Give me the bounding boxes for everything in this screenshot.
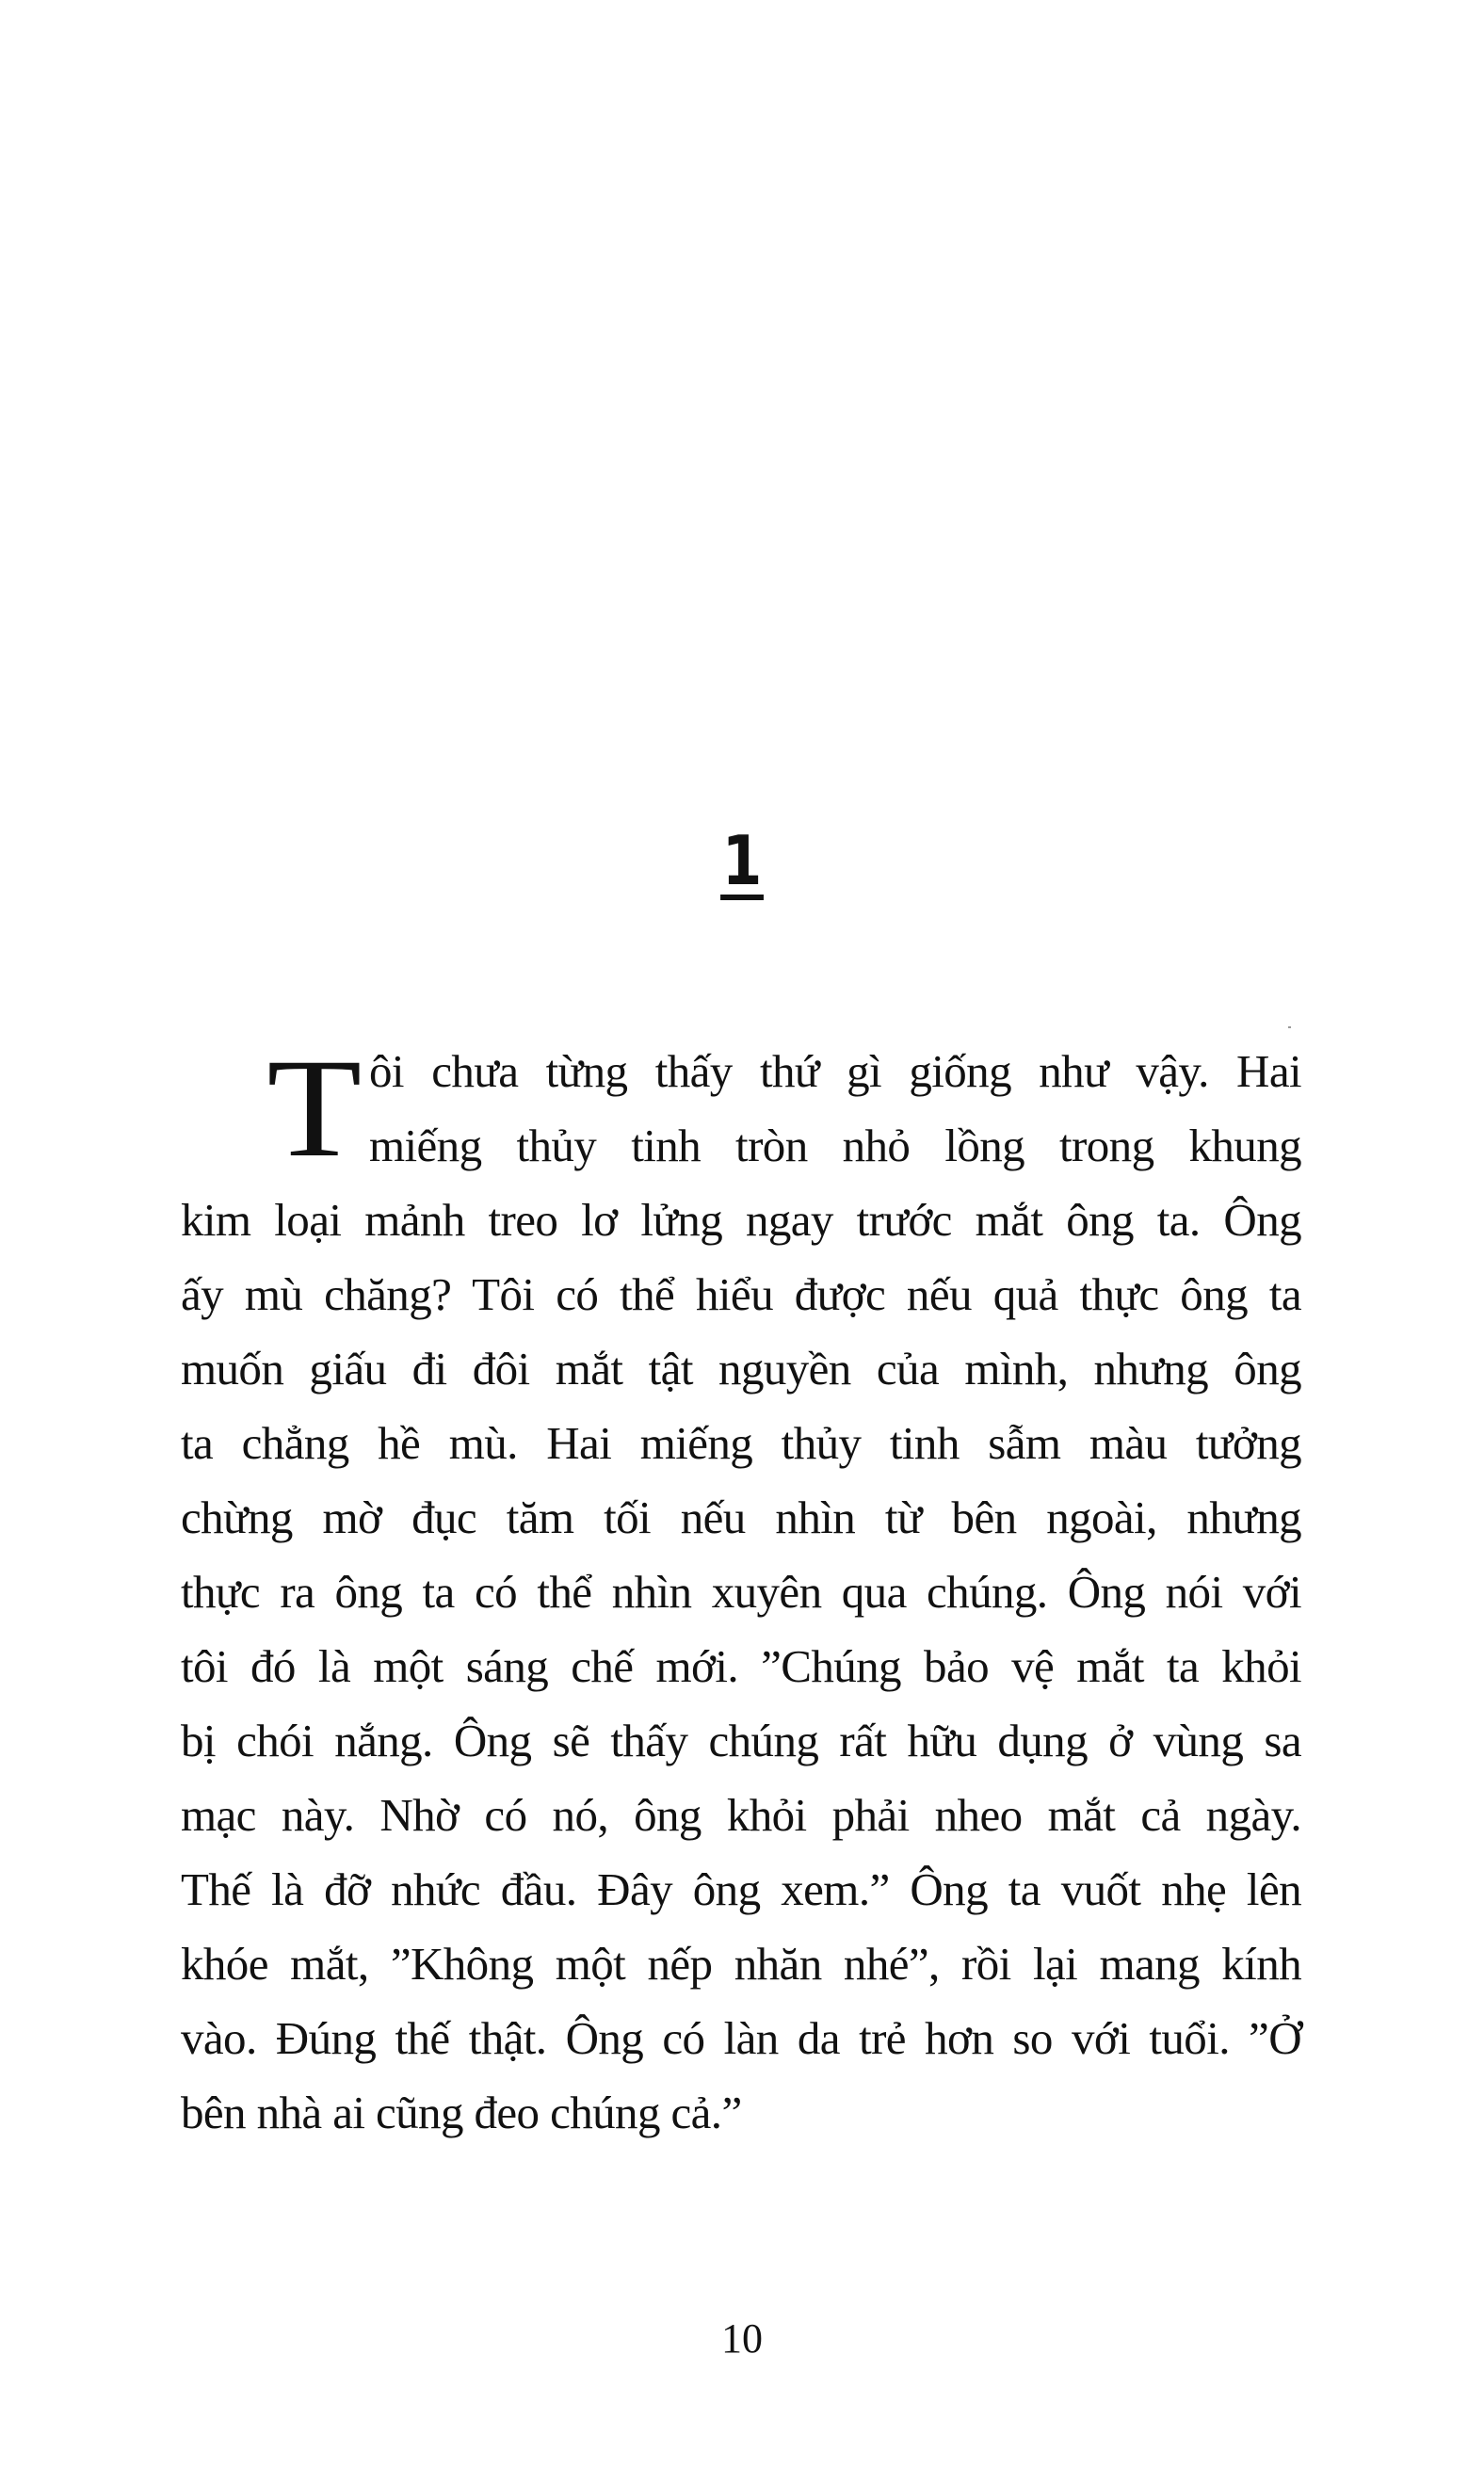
scan-speck <box>1288 1026 1291 1028</box>
text-line: vào. Đúng thế thật. Ông có làn da trẻ hơn so với tuổi. ”Ở <box>181 2012 1301 2064</box>
chapter-heading <box>0 821 1484 900</box>
text-line: thực ra ông ta có thể nhìn xuyên qua chúng. Ông nói với <box>181 1566 1301 1618</box>
text-line: miếng thủy tinh tròn nhỏ lồng trong khung <box>369 1120 1301 1171</box>
drop-cap: T <box>266 1030 363 1186</box>
text-line: muốn giấu đi đôi mắt tật nguyền của mình, nhưng ông <box>181 1343 1301 1395</box>
chapter-number: 1 <box>721 821 763 900</box>
text-line: ôi chưa từng thấy thứ gì giống như vậy. Hai <box>369 1045 1301 1097</box>
text-line: tôi đó là một sáng chế mới. ”Chúng bảo vệ mắt ta khỏi <box>181 1640 1301 1692</box>
text-line: chừng mờ đục tăm tối nếu nhìn từ bên ngoài, nhưng <box>181 1491 1301 1543</box>
text-line: Thế là đỡ nhức đầu. Đây ông xem.” Ông ta vuốt nhẹ lên <box>181 1863 1301 1915</box>
body-paragraph <box>181 1030 1301 2150</box>
text-line: mạc này. Nhờ có nó, ông khỏi phải nheo mắt cả ngày. <box>181 1789 1301 1841</box>
text-line: ấy mù chăng? Tôi có thể hiểu được nếu quả thực ông ta <box>181 1268 1301 1320</box>
text-line: khóe mắt, ”Không một nếp nhăn nhé”, rồi lại mang kính <box>181 1938 1301 1990</box>
text-line: bị chói nắng. Ông sẽ thấy chúng rất hữu dụng ở vùng sa <box>181 1715 1301 1766</box>
text-line: kim loại mảnh treo lơ lửng ngay trước mắt ông ta. Ông <box>181 1194 1301 1246</box>
text-line: ta chẳng hề mù. Hai miếng thủy tinh sẫm màu tưởng <box>181 1417 1301 1469</box>
text-line: bên nhà ai cũng đeo chúng cả.” <box>181 2087 742 2138</box>
page-number: 10 <box>721 2315 763 2362</box>
